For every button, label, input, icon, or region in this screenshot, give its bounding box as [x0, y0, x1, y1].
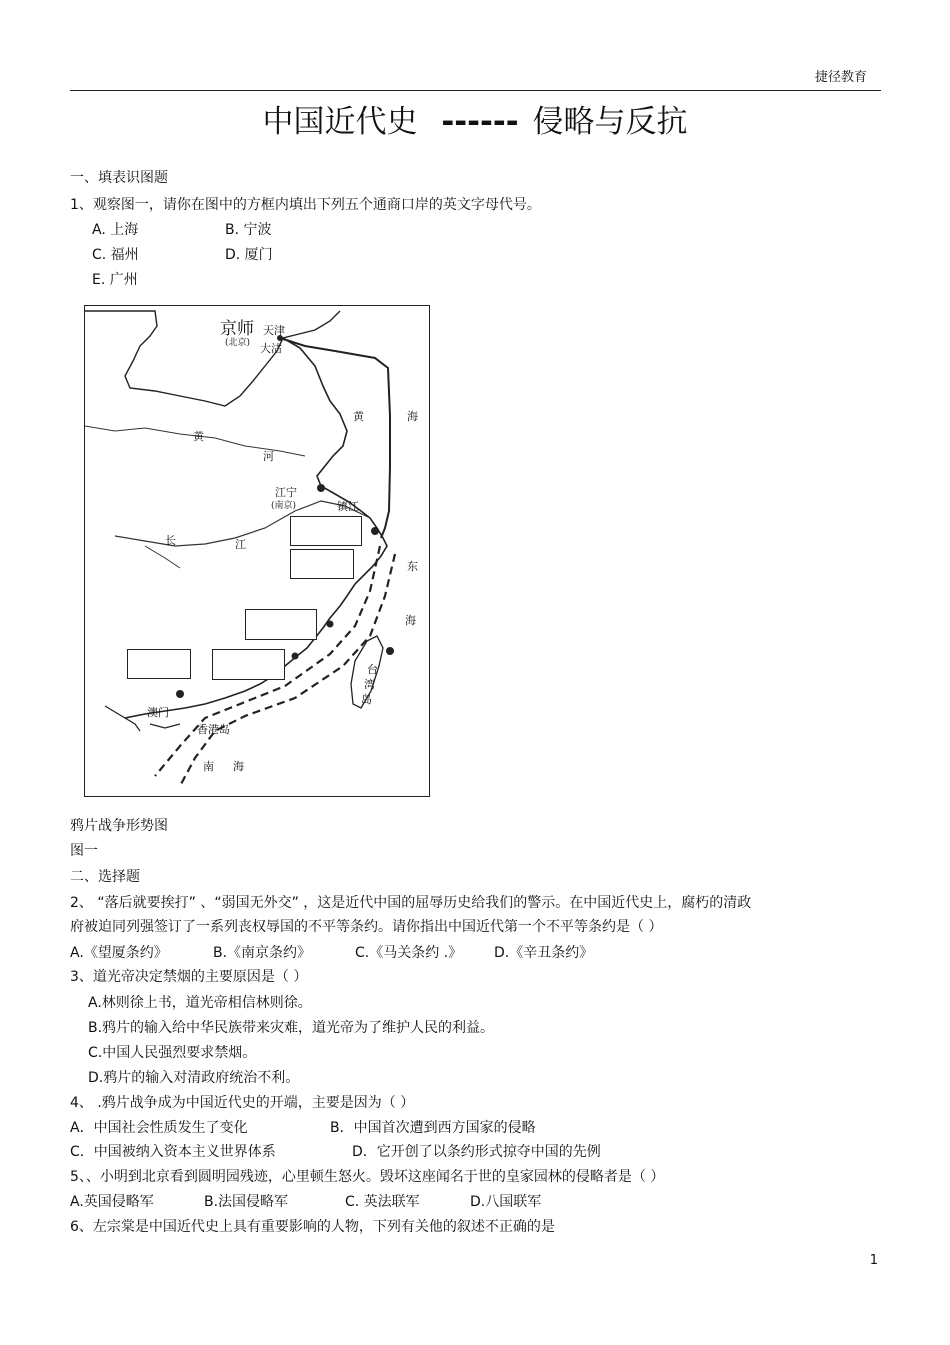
q5-option-d: D.八国联军: [470, 1194, 542, 1210]
q3-option-a: A.林则徐上书，道光帝相信林则徐。: [88, 995, 312, 1011]
map-label-yellow-river-1: 黄: [193, 430, 204, 443]
q3-option-d: D.鸦片的输入对清政府统治不利。: [88, 1070, 300, 1086]
q6-text: 6、左宗棠是中国近代史上具有重要影响的人物，下列有关他的叙述不正确的是: [70, 1219, 555, 1235]
q2-line1: 2、 “落后就要挨打” 、“弱国无外交” ，这是近代中国的屈辱历史给我们的警示。在中国近代史上，腐朽的清政: [70, 895, 752, 911]
q1-option-d: D. 厦门: [225, 247, 273, 263]
map-label-yangtze-1: 长: [165, 534, 176, 547]
map-drawing: [85, 306, 431, 798]
q3-option-b: B.鸦片的输入给中华民族带来灾难，道光帝为了维护人民的利益。: [88, 1020, 495, 1036]
q4-option-a: A．中国社会性质发生了变化: [70, 1120, 248, 1136]
map-label-east-sea-1: 东: [407, 560, 418, 573]
map-label-yellow-river-2: 河: [263, 450, 274, 463]
q5-option-c: C. 英法联军: [345, 1194, 420, 1210]
map-label-beijing: (北京): [225, 338, 251, 348]
q3-text: 3、道光帝决定禁烟的主要原因是（ ）: [70, 969, 308, 985]
title-main: 中国近代史: [262, 104, 418, 140]
page-number: 1: [869, 1253, 878, 1268]
map-label-taiwan-1: 台: [367, 663, 378, 676]
q2-option-b: B.《南京条约》: [213, 945, 312, 961]
q5-option-b: B.法国侵略军: [204, 1194, 289, 1210]
map-label-zhenjiang: 镇江: [337, 500, 359, 513]
q5-text: 5、、小明到北京看到圆明园残迹，心里顿生怒火。毁坏这座闻名于世的皇家园林的侵略者是（ ）: [70, 1169, 665, 1185]
header-brand: 捷径教育: [815, 70, 868, 85]
title-sub: 侵略与反抗: [532, 104, 688, 140]
map-label-xianggang: 香港岛: [197, 723, 230, 736]
answer-box-3[interactable]: [245, 609, 317, 640]
map-label-south-sea-1: 南: [203, 760, 214, 773]
q4-option-d: D．它开创了以条约形式掠夺中国的先例: [352, 1144, 601, 1160]
q1-option-e: E. 广州: [92, 272, 138, 288]
answer-box-2[interactable]: [290, 549, 354, 579]
map-label-south-sea-2: 海: [233, 760, 244, 773]
opium-war-map: [84, 305, 430, 797]
answer-box-1[interactable]: [290, 516, 362, 546]
section2-heading: 二、选择题: [70, 869, 140, 885]
q2-option-c: C.《马关条约 .》: [355, 945, 463, 961]
map-label-huang-sea-2: 海: [407, 410, 418, 423]
map-label-yangtze-2: 江: [235, 538, 246, 551]
q5-option-a: A.英国侵略军: [70, 1194, 154, 1210]
map-label-taiwan-3: 岛: [361, 693, 372, 706]
map-label-nanjing: (南京): [271, 501, 297, 511]
q3-option-c: C.中国人民强烈要求禁烟。: [88, 1045, 257, 1061]
q4-text: 4、 .鸦片战争成为中国近代史的开端，主要是因为（ ）: [70, 1095, 415, 1111]
map-label-jiangning: 江宁: [275, 486, 297, 499]
map-label-east-sea-2: 海: [405, 614, 416, 627]
q2-line2: 府被迫同列强签订了一系列丧权辱国的不平等条约。请你指出中国近代第一个不平等条约是（ ）: [70, 919, 663, 935]
map-label-aomen: 澳门: [147, 706, 169, 719]
q1-option-c: C. 福州: [92, 247, 139, 263]
q4-option-b: B．中国首次遭到西方国家的侵略: [330, 1120, 536, 1136]
answer-box-5[interactable]: [212, 649, 285, 680]
q2-option-a: A.《望厦条约》: [70, 945, 168, 961]
answer-box-4[interactable]: [127, 649, 191, 679]
figure-label: 图一: [70, 843, 98, 859]
page-title: [0, 96, 950, 141]
map-label-huang-sea-1: 黄: [353, 410, 364, 423]
map-label-dagu: 大沽: [260, 342, 282, 355]
q1-option-b: B. 宁波: [225, 222, 272, 238]
map-caption: 鸦片战争形势图: [70, 818, 168, 834]
section1-heading: 一、填表识图题: [70, 170, 168, 186]
q1-text: 1、观察图一，请你在图中的方框内填出下列五个通商口岸的英文字母代号。: [70, 197, 541, 213]
header-rule: [70, 90, 881, 91]
q4-option-c: C．中国被纳入资本主义世界体系: [70, 1144, 276, 1160]
map-label-jingshi: 京师: [220, 319, 254, 339]
map-label-tianjin: 天津: [263, 324, 285, 337]
map-label-taiwan-2: 湾: [364, 678, 375, 691]
q2-option-d: D.《辛丑条约》: [494, 945, 594, 961]
q1-option-a: A. 上海: [92, 222, 139, 238]
title-dashes: ------: [441, 104, 519, 140]
